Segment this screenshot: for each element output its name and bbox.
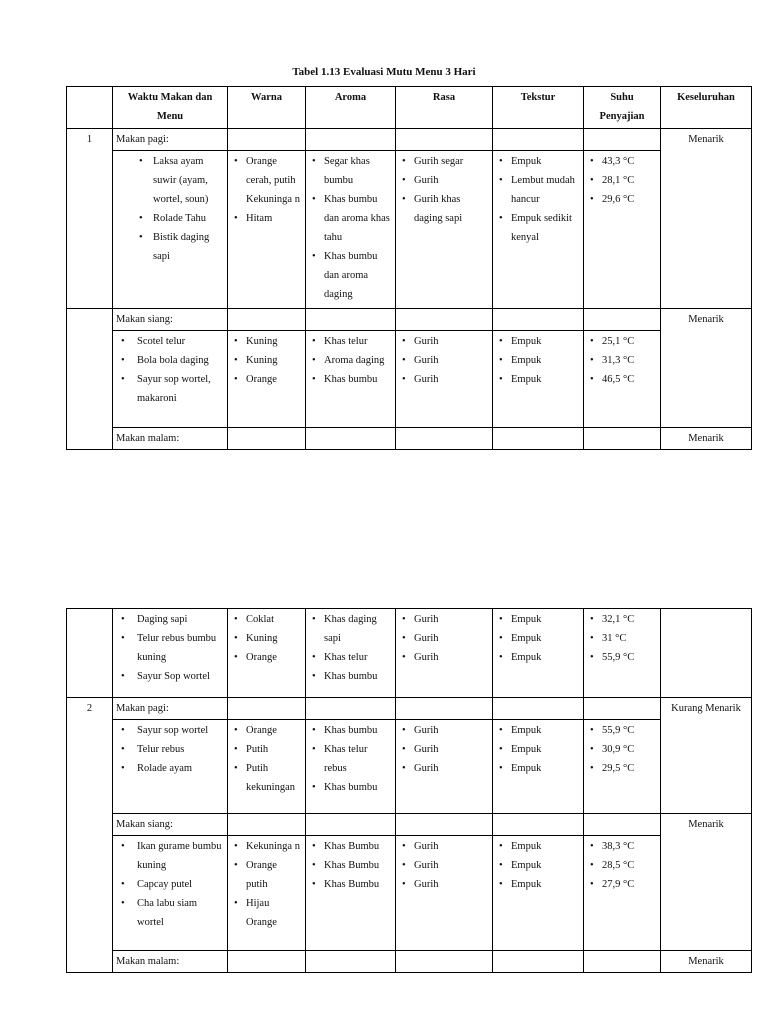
list-item: • 31 °C bbox=[588, 629, 656, 648]
list-item: • Gurih bbox=[400, 856, 488, 875]
list-item: • Khas daging sapi bbox=[310, 610, 391, 648]
aroma-list bbox=[310, 610, 391, 686]
list-item: • Empuk bbox=[497, 740, 579, 759]
tekstur-list bbox=[497, 610, 579, 667]
warna-list bbox=[232, 610, 301, 667]
header-menu: Waktu Makan dan Menu bbox=[113, 87, 228, 129]
list-item: • Khas telur rebus bbox=[310, 740, 391, 778]
list-item: • 55,9 °C bbox=[588, 648, 656, 667]
list-item: • Putih kekuningan bbox=[232, 759, 301, 797]
list-item: • Kekuninga n bbox=[232, 837, 301, 856]
list-item: • Khas Bumbu bbox=[310, 856, 391, 875]
list-item: • Khas telur bbox=[310, 648, 391, 667]
suhu-list bbox=[588, 721, 656, 778]
tekstur-list bbox=[497, 152, 579, 247]
list-item: • Gurih bbox=[400, 629, 488, 648]
list-item: • Hitam bbox=[232, 209, 301, 228]
list-item: • Sayur sop wortel, makaroni bbox=[117, 370, 223, 408]
list-item: • Orange bbox=[232, 648, 301, 667]
list-item: • Empuk bbox=[497, 648, 579, 667]
list-item: • Segar khas bumbu bbox=[310, 152, 391, 190]
meal-label: Makan malam: bbox=[113, 951, 228, 973]
table-row bbox=[67, 814, 752, 836]
list-item: • 30,9 °C bbox=[588, 740, 656, 759]
meal-label: Makan pagi: bbox=[113, 698, 228, 720]
overall-rating: Menarik bbox=[661, 951, 752, 973]
tekstur-list bbox=[497, 721, 579, 778]
aroma-list bbox=[310, 837, 391, 894]
list-item: • 43,3 °C bbox=[588, 152, 656, 171]
list-item: • Orange cerah, putih Kekuninga n bbox=[232, 152, 301, 209]
list-item: • Khas Bumbu bbox=[310, 837, 391, 856]
meal-label: Makan malam: bbox=[113, 428, 228, 450]
tekstur-list bbox=[497, 837, 579, 894]
list-item: • 32,1 °C bbox=[588, 610, 656, 629]
list-item: • Empuk bbox=[497, 856, 579, 875]
list-item: • Empuk bbox=[497, 610, 579, 629]
list-item: • Empuk bbox=[497, 152, 579, 171]
overall-rating: Kurang Menarik bbox=[661, 698, 752, 814]
list-item: • Putih bbox=[232, 740, 301, 759]
list-item: • Khas bumbu dan aroma khas tahu bbox=[310, 190, 391, 247]
list-item: • Scotel telur bbox=[117, 332, 223, 351]
list-item: • Bola bola daging bbox=[117, 351, 223, 370]
list-item: • Khas bumbu bbox=[310, 778, 391, 797]
header-aroma: Aroma bbox=[306, 87, 396, 129]
list-item: • 46,5 °C bbox=[588, 370, 656, 389]
meal-label: Makan siang: bbox=[113, 309, 228, 331]
list-item: • Gurih bbox=[400, 332, 488, 351]
warna-list bbox=[232, 332, 301, 389]
menu-list bbox=[117, 152, 223, 266]
list-item: • Khas Bumbu bbox=[310, 875, 391, 894]
suhu-list bbox=[588, 837, 656, 894]
overall-rating: Menarik bbox=[661, 129, 752, 309]
list-item: • Empuk bbox=[497, 370, 579, 389]
warna-list bbox=[232, 837, 301, 932]
list-item: • 28,5 °C bbox=[588, 856, 656, 875]
menu-list bbox=[117, 332, 223, 408]
list-item: • Kuning bbox=[232, 629, 301, 648]
table-row bbox=[67, 129, 752, 151]
day-number: 1 bbox=[67, 129, 113, 309]
list-item: • Kuning bbox=[232, 351, 301, 370]
suhu-list bbox=[588, 610, 656, 667]
list-item: • Empuk bbox=[497, 332, 579, 351]
list-item: • Gurih bbox=[400, 721, 488, 740]
list-item: • Rolade ayam bbox=[117, 759, 223, 778]
header-keseluruhan: Keseluruhan bbox=[661, 87, 752, 129]
table-title: Tabel 1.13 Evaluasi Mutu Menu 3 Hari bbox=[292, 66, 476, 78]
aroma-list bbox=[310, 152, 391, 304]
table-row bbox=[67, 151, 752, 309]
list-item: • Gurih bbox=[400, 610, 488, 629]
list-item: • Sayur sop wortel bbox=[117, 721, 223, 740]
list-item: • Empuk bbox=[497, 351, 579, 370]
rasa-list bbox=[400, 152, 488, 228]
header-suhu: Suhu Penyajian bbox=[584, 87, 661, 129]
list-item: • Empuk bbox=[497, 629, 579, 648]
header-no bbox=[67, 87, 113, 129]
list-item: • Empuk bbox=[497, 875, 579, 894]
tekstur-list bbox=[497, 332, 579, 389]
table-row bbox=[67, 331, 752, 428]
list-item: • Gurih bbox=[400, 875, 488, 894]
header-rasa: Rasa bbox=[396, 87, 493, 129]
list-item: • Sayur Sop wortel bbox=[117, 667, 223, 686]
list-item: • Khas bumbu dan aroma daging bbox=[310, 247, 391, 304]
list-item: • Gurih bbox=[400, 837, 488, 856]
meal-label: Makan siang: bbox=[113, 814, 228, 836]
list-item: • Khas bumbu bbox=[310, 721, 391, 740]
menu-list bbox=[117, 837, 223, 932]
list-item: • 28,1 °C bbox=[588, 171, 656, 190]
list-item: • Bistik daging sapi bbox=[117, 228, 223, 266]
list-item: • Empuk bbox=[497, 759, 579, 778]
evaluation-table-part-2 bbox=[66, 608, 752, 973]
rasa-list bbox=[400, 837, 488, 894]
list-item: • Gurih bbox=[400, 648, 488, 667]
list-item: • Lembut mudah hancur bbox=[497, 171, 579, 209]
list-item: • Cha labu siam wortel bbox=[117, 894, 223, 932]
list-item: • 29,5 °C bbox=[588, 759, 656, 778]
menu-list bbox=[117, 610, 223, 686]
list-item: • Empuk bbox=[497, 837, 579, 856]
list-item: • Coklat bbox=[232, 610, 301, 629]
menu-list bbox=[117, 721, 223, 778]
list-item: • Laksa ayam suwir (ayam, wortel, soun) bbox=[117, 152, 223, 209]
list-item: • Gurih khas daging sapi bbox=[400, 190, 488, 228]
list-item: • Aroma daging bbox=[310, 351, 391, 370]
list-item: • 38,3 °C bbox=[588, 837, 656, 856]
overall-rating: Menarik bbox=[661, 309, 752, 428]
list-item: • Daging sapi bbox=[117, 610, 223, 629]
table-row bbox=[67, 951, 752, 973]
suhu-list bbox=[588, 332, 656, 389]
list-item: • Ikan gurame bumbu kuning bbox=[117, 837, 223, 875]
meal-label: Makan pagi: bbox=[113, 129, 228, 151]
table-row bbox=[67, 609, 752, 698]
header-row bbox=[67, 87, 752, 129]
rasa-list bbox=[400, 721, 488, 778]
list-item: • 55,9 °C bbox=[588, 721, 656, 740]
list-item: • Empuk bbox=[497, 721, 579, 740]
header-tekstur: Tekstur bbox=[493, 87, 584, 129]
evaluation-table-part-1 bbox=[66, 86, 752, 450]
list-item: • Gurih bbox=[400, 740, 488, 759]
list-item: • Rolade Tahu bbox=[117, 209, 223, 228]
list-item: • Khas bumbu bbox=[310, 667, 391, 686]
aroma-list bbox=[310, 721, 391, 797]
list-item: • Capcay putel bbox=[117, 875, 223, 894]
list-item: • Khas bumbu bbox=[310, 370, 391, 389]
list-item: • Gurih bbox=[400, 171, 488, 190]
suhu-list bbox=[588, 152, 656, 209]
table-row bbox=[67, 428, 752, 450]
list-item: • Orange bbox=[232, 370, 301, 389]
list-item: • Gurih bbox=[400, 351, 488, 370]
list-item: • Telur rebus bbox=[117, 740, 223, 759]
table-row bbox=[67, 698, 752, 720]
list-item: • Gurih bbox=[400, 759, 488, 778]
list-item: • 29,6 °C bbox=[588, 190, 656, 209]
list-item: • 31,3 °C bbox=[588, 351, 656, 370]
list-item: • Kuning bbox=[232, 332, 301, 351]
warna-list bbox=[232, 721, 301, 797]
aroma-list bbox=[310, 332, 391, 389]
overall-rating: Menarik bbox=[661, 814, 752, 951]
header-warna: Warna bbox=[228, 87, 306, 129]
table-row bbox=[67, 720, 752, 814]
list-item: • Hijau Orange bbox=[232, 894, 301, 932]
list-item: • Gurih segar bbox=[400, 152, 488, 171]
list-item: • Empuk sedikit kenyal bbox=[497, 209, 579, 247]
list-item: • Telur rebus bumbu kuning bbox=[117, 629, 223, 667]
day-number: 2 bbox=[67, 698, 113, 973]
list-item: • 25,1 °C bbox=[588, 332, 656, 351]
rasa-list bbox=[400, 610, 488, 667]
list-item: • Orange putih bbox=[232, 856, 301, 894]
list-item: • 27,9 °C bbox=[588, 875, 656, 894]
list-item: • Orange bbox=[232, 721, 301, 740]
list-item: • Gurih bbox=[400, 370, 488, 389]
table-row bbox=[67, 836, 752, 951]
overall-rating: Menarik bbox=[661, 428, 752, 450]
list-item: • Khas telur bbox=[310, 332, 391, 351]
warna-list bbox=[232, 152, 301, 228]
rasa-list bbox=[400, 332, 488, 389]
table-row bbox=[67, 309, 752, 331]
